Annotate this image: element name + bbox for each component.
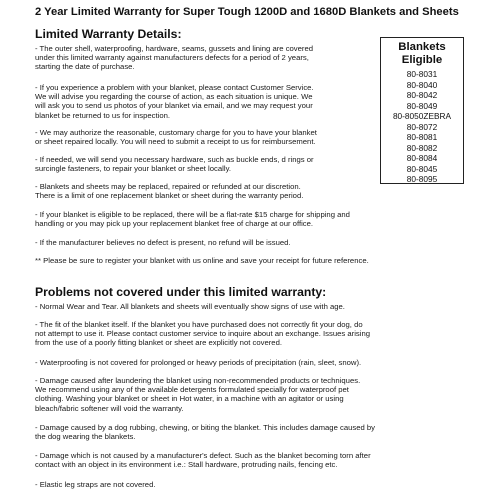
eligible-list	[381, 69, 463, 185]
eligible-title-line1: Blankets	[398, 41, 446, 53]
page-title: 2 Year Limited Warranty for Super Tough 1200D and 1680D Blankets and Sheets	[35, 6, 459, 18]
eligible-item: 80-8045	[406, 163, 438, 174]
details-paragraph	[35, 238, 291, 247]
not-covered-paragraph-line: - Damage caused after laundering the blanket using non-recommended products or techniques.	[35, 376, 361, 385]
details-paragraph	[35, 44, 313, 72]
details-paragraph-line: blanket be returned to us for inspection.	[35, 110, 171, 120]
not-covered-heading: Problems not covered under this limited warranty:	[35, 285, 327, 299]
details-paragraph-line: - Blankets and sheets may be replaced, repaired or refunded at our discretion.	[35, 182, 301, 191]
eligible-item: 80-8082	[406, 142, 438, 153]
not-covered-paragraph-line: contact with an object in its environment i.e.: Stall hardware, protruding nails, fencing etc.	[35, 460, 338, 470]
details-paragraph-line: starting the date of purchase.	[35, 62, 135, 72]
eligible-box-title	[381, 41, 463, 67]
details-paragraph-line: - If the manufacturer believes no defect is present, no refund will be issued.	[35, 238, 291, 247]
not-covered-paragraph-line: - Damage which is not caused by a manufacturer's defect. Such as the blanket becoming torn after	[35, 451, 371, 460]
eligible-item: 80-8081	[406, 132, 438, 142]
not-covered-paragraph	[35, 358, 361, 367]
not-covered-paragraph-line: not attempt to use it. Please contact customer service to inquire about an exchange. Issues arising	[35, 329, 371, 339]
details-paragraph-line: ** Please be sure to register your blanket with us online and save your receipt for future reference.	[35, 256, 369, 265]
not-covered-paragraph-line: the dog wearing the blankets.	[35, 432, 136, 442]
eligible-item: 80-8040	[406, 79, 438, 90]
not-covered-paragraph-line: clothing. Washing your blanket or sheet in Hot water, in a machine with an agitator or using	[35, 394, 344, 404]
details-paragraph-line: - If needed, we will send you necessary hardware, such as buckle ends, d rings or	[35, 155, 314, 164]
not-covered-paragraph	[35, 423, 375, 441]
eligible-item: 80-8049	[406, 100, 438, 111]
not-covered-paragraph	[35, 302, 345, 311]
not-covered-paragraph-line: - The fit of the blanket itself. If the blanket you have purchased does not correctly fit your dog, do	[35, 320, 363, 329]
details-paragraph-line: will ask you to send us photos of your blanket via email, and we may request your	[35, 101, 313, 111]
details-paragraph	[35, 155, 314, 173]
not-covered-paragraph	[35, 451, 371, 469]
details-paragraph-line: under this limited warranty against manufacturers defects for a period of 2 years,	[35, 53, 309, 63]
details-paragraph	[35, 128, 317, 146]
eligible-item: 80-8095	[406, 174, 438, 184]
details-paragraph	[35, 210, 350, 228]
eligible-item: 80-8050ZEBRA	[392, 111, 452, 121]
not-covered-paragraph-line: - Elastic leg straps are not covered.	[35, 480, 156, 489]
details-paragraph-line: handling or you may pick up your replacement blanket free of charge at our office.	[35, 219, 314, 229]
details-paragraph-line: - If you experience a problem with your blanket, please contact Customer Service.	[35, 83, 314, 92]
not-covered-paragraph	[35, 320, 370, 348]
details-paragraph-line: - The outer shell, waterproofing, hardware, seams, gussets and lining are covered	[35, 44, 314, 53]
not-covered-paragraph-line: - Normal Wear and Tear. All blankets and sheets will eventually show signs of use with age.	[35, 302, 345, 311]
not-covered-paragraph-line: - Damage caused by a dog rubbing, chewing, or biting the blanket. This includes damage caused by	[35, 423, 376, 432]
eligible-item: 80-8031	[406, 69, 438, 79]
eligible-item: 80-8042	[406, 90, 438, 100]
details-paragraph-line: surcingle fasteners, to repair your blanket or sheet locally.	[35, 164, 231, 174]
details-paragraph-line: - We may authorize the reasonable, customary charge for you to have your blanket	[35, 128, 317, 137]
details-paragraph-line: There is a limit of one replacement blanket or sheet during the warranty period.	[35, 191, 304, 201]
not-covered-paragraph-line: from the use of a poorly fitting blanket or sheet are explicitly not covered.	[35, 338, 282, 348]
not-covered-paragraph	[35, 480, 156, 489]
eligible-item: 80-8084	[406, 153, 438, 163]
eligible-title-line2: Eligible	[401, 54, 443, 66]
details-paragraph	[35, 83, 314, 120]
eligible-item: 80-8072	[406, 121, 438, 132]
not-covered-paragraph-line: - Waterproofing is not covered for prolonged or heavy periods of precipitation (rain, sleet, snow).	[35, 358, 362, 367]
details-paragraph	[35, 256, 369, 265]
not-covered-paragraph-line: bleach/fabric softener will void the warranty.	[35, 403, 184, 413]
not-covered-paragraph-line: We recommend using any of the available detergents formulated specially for waterproof pet	[35, 385, 349, 395]
details-paragraph-line: or sheet repaired locally. You will need to submit a receipt to us for reimbursement.	[35, 137, 316, 147]
details-paragraph	[35, 182, 303, 200]
not-covered-paragraph	[35, 376, 360, 413]
eligible-blankets-box	[380, 37, 464, 184]
details-paragraph-line: - If your blanket is eligible to be replaced, there will be a flat-rate $15 charge for shipping and	[35, 210, 350, 219]
details-heading: Limited Warranty Details:	[35, 27, 182, 41]
details-paragraph-line: We will advise you regarding the course of action, as each situation is unique. We	[35, 92, 313, 102]
